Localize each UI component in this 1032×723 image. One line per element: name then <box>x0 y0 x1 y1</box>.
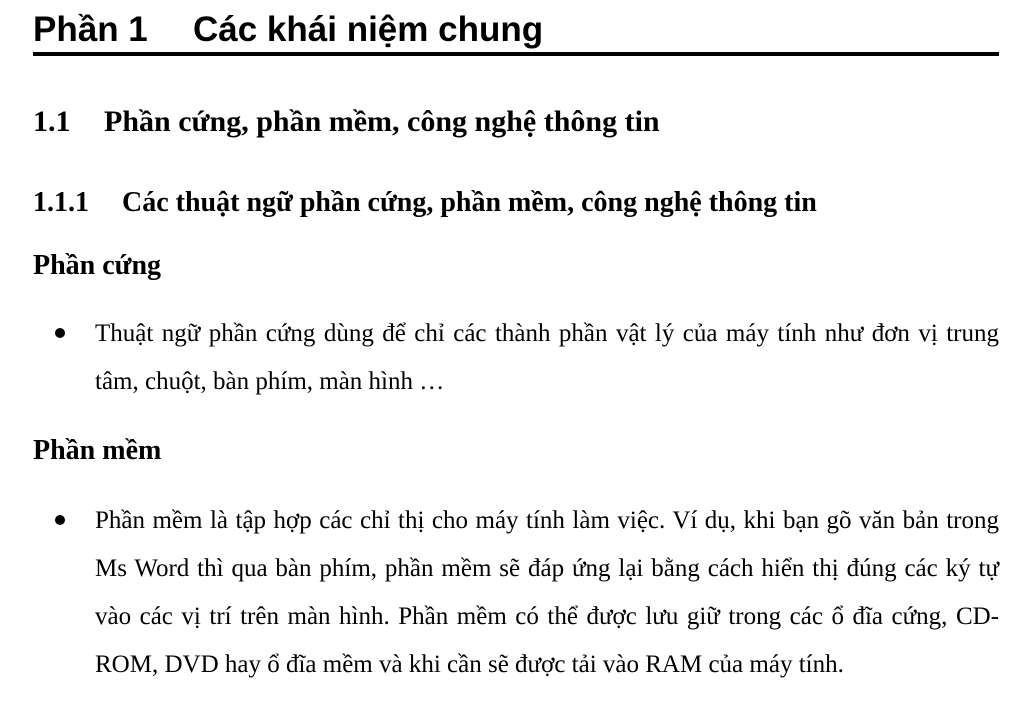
subsection-number: 1.1.1 <box>33 187 89 218</box>
bullet-icon <box>55 515 65 525</box>
software-heading: Phần mềm <box>33 435 162 466</box>
part-heading <box>33 0 999 56</box>
section-title: Phần cứng, phần mềm, công nghệ thông tin <box>104 105 660 138</box>
hardware-heading: Phần cứng <box>33 250 162 281</box>
section-number: 1.1 <box>33 105 71 138</box>
software-bullet-list <box>33 497 999 689</box>
part-number: Phần 1 <box>33 10 148 49</box>
software-bullet-text: Phần mềm là tập hợp các chỉ thị cho máy tính làm việc. Ví dụ, khi bạn gõ văn bản trong Ms Word thì qua bàn phím, phần mềm sẽ đáp ứng lại bằng cách hiển thị đúng các ký tự vào các vị trí trên màn hình. Phần mềm có thể được lưu giữ trong các ổ đĩa cứng, CD-ROM, DVD hay ổ đĩa mềm và khi cần sẽ được tải vào RAM của máy tính. <box>95 507 999 678</box>
part-title: Các khái niệm chung <box>193 10 544 49</box>
section-heading <box>33 105 660 139</box>
bullet-icon <box>55 328 65 338</box>
hardware-bullet-text: Thuật ngữ phần cứng dùng để chỉ các thành phần vật lý của máy tính như đơn vị trung tâm, chuột, bàn phím, màn hình … <box>95 320 999 395</box>
list-item <box>33 310 999 406</box>
subsection-heading <box>33 187 817 219</box>
list-item <box>33 497 999 689</box>
hardware-bullet-list <box>33 310 999 406</box>
document-page <box>33 0 999 678</box>
subsection-title: Các thuật ngữ phần cứng, phần mềm, công nghệ thông tin <box>122 187 817 218</box>
